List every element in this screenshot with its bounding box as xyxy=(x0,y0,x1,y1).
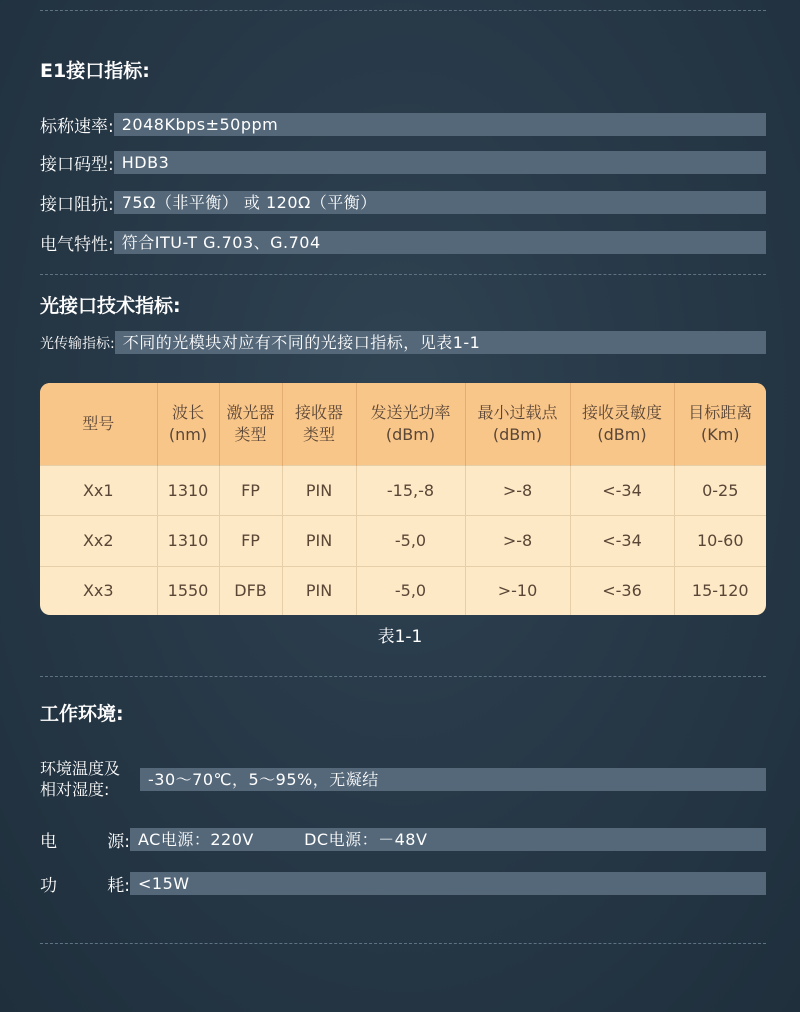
e1-section-title: E1接口指标: xyxy=(40,60,150,82)
optical-row xyxy=(40,331,766,354)
divider-1 xyxy=(40,274,766,275)
bottom-divider xyxy=(40,943,766,944)
cell-tx-power: -5,0 xyxy=(356,516,465,566)
cell-receiver-type: PIN xyxy=(282,566,356,615)
e1-row-code xyxy=(40,150,766,175)
e1-row-rate xyxy=(40,112,766,137)
cell-tx-power: -15,-8 xyxy=(356,466,465,516)
e1-electrical-label: 电气特性: xyxy=(40,235,114,255)
env-power-value: AC电源：220V DC电源：－48V xyxy=(130,828,766,851)
cell-wavelength: 1310 xyxy=(157,466,219,516)
e1-electrical-value: 符合ITU-T G.703、G.704 xyxy=(114,231,766,254)
cell-tx-power: -5,0 xyxy=(356,566,465,615)
cell-overload: >-8 xyxy=(465,466,570,516)
cell-laser-type: FP xyxy=(219,466,282,516)
table-row xyxy=(40,566,766,615)
header-tx-power: 发送光功率 (dBm) xyxy=(356,383,465,466)
e1-impedance-label: 接口阻抗: xyxy=(40,195,114,215)
header-sensitivity: 接收灵敏度 (dBm) xyxy=(570,383,674,466)
env-consumption-label: 功 耗: xyxy=(40,876,130,896)
e1-row-electrical xyxy=(40,230,766,255)
cell-wavelength: 1550 xyxy=(157,566,219,615)
header-wavelength: 波长 (nm) xyxy=(157,383,219,466)
optical-spec-table xyxy=(40,383,766,615)
cell-laser-type: FP xyxy=(219,516,282,566)
e1-row-impedance xyxy=(40,190,766,215)
cell-distance: 15-120 xyxy=(674,566,766,615)
header-model: 型号 xyxy=(40,383,157,466)
optical-value: 不同的光模块对应有不同的光接口指标，见表1-1 xyxy=(115,331,766,354)
env-temperature-value: -30～70℃，5～95%，无凝结 xyxy=(140,768,766,791)
header-overload: 最小过载点 (dBm) xyxy=(465,383,570,466)
cell-receiver-type: PIN xyxy=(282,516,356,566)
header-receiver-type: 接收器 类型 xyxy=(282,383,356,466)
cell-model: Xx1 xyxy=(40,466,157,516)
env-section-title: 工作环境: xyxy=(40,703,124,725)
cell-overload: >-8 xyxy=(465,516,570,566)
e1-rate-label: 标称速率: xyxy=(40,117,114,137)
cell-model: Xx3 xyxy=(40,566,157,615)
env-row-power xyxy=(40,827,766,852)
cell-sensitivity: <-34 xyxy=(570,516,674,566)
env-consumption-value: <15W xyxy=(130,872,766,895)
table-row xyxy=(40,516,766,566)
e1-impedance-value: 75Ω（非平衡） 或 120Ω（平衡） xyxy=(114,191,766,214)
optical-label: 光传输指标: xyxy=(40,335,115,352)
optical-section-title: 光接口技术指标: xyxy=(40,295,181,317)
cell-laser-type: DFB xyxy=(219,566,282,615)
env-temperature-label: 环境温度及 相对湿度: xyxy=(40,759,121,799)
table-row xyxy=(40,466,766,516)
cell-distance: 10-60 xyxy=(674,516,766,566)
header-laser-type: 激光器 类型 xyxy=(219,383,282,466)
table-caption: 表1-1 xyxy=(377,627,423,647)
cell-overload: >-10 xyxy=(465,566,570,615)
e1-code-value: HDB3 xyxy=(114,151,766,174)
cell-receiver-type: PIN xyxy=(282,466,356,516)
cell-sensitivity: <-34 xyxy=(570,466,674,516)
env-row-temperature xyxy=(40,758,766,800)
e1-code-label: 接口码型: xyxy=(40,155,114,175)
top-divider xyxy=(40,10,766,11)
header-distance: 目标距离 (Km) xyxy=(674,383,766,466)
env-row-consumption xyxy=(40,871,766,896)
cell-sensitivity: <-36 xyxy=(570,566,674,615)
cell-distance: 0-25 xyxy=(674,466,766,516)
table-header-row xyxy=(40,383,766,466)
e1-rate-value: 2048Kbps±50ppm xyxy=(114,113,766,136)
divider-2 xyxy=(40,676,766,677)
cell-model: Xx2 xyxy=(40,516,157,566)
cell-wavelength: 1310 xyxy=(157,516,219,566)
env-power-label: 电 源: xyxy=(40,832,130,852)
